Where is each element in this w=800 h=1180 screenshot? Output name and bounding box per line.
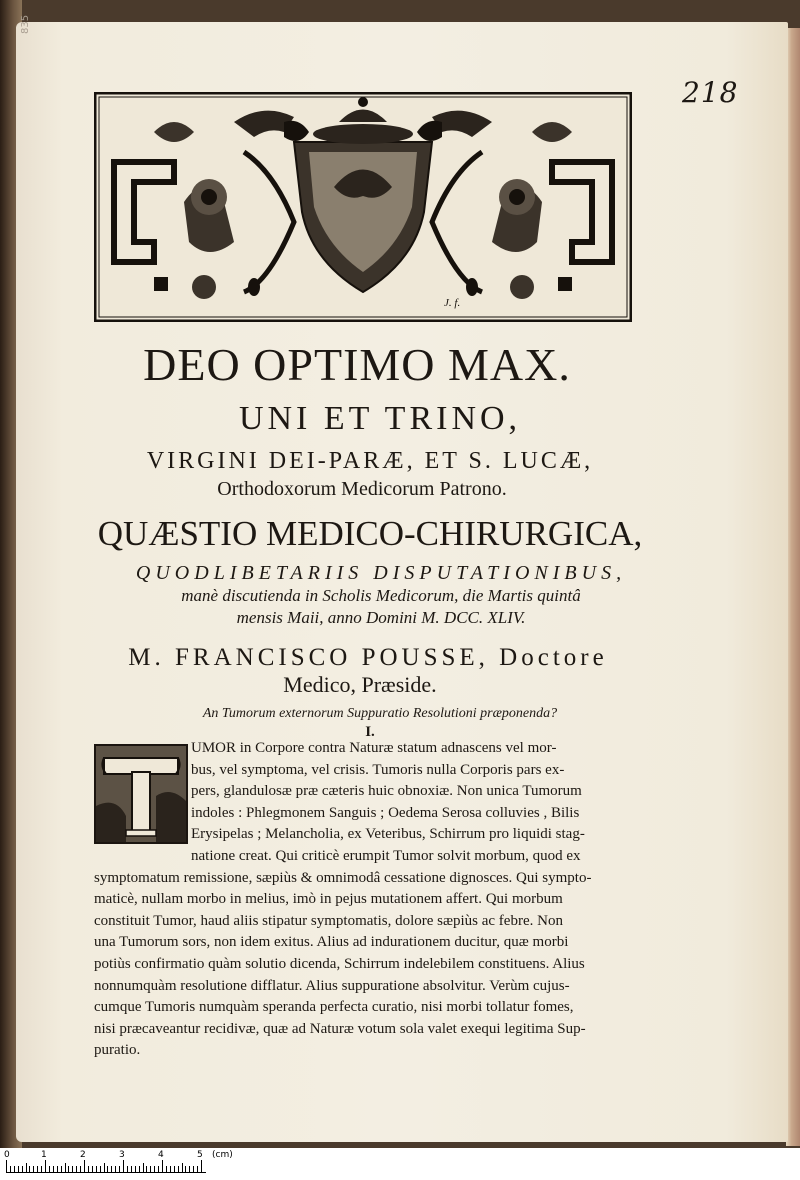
ruler-tick [45,1160,46,1172]
ruler-tick [131,1166,132,1172]
ruler-tick [57,1166,58,1172]
disputation-date-line-2: mensis Maii, anno Domini M. DCC. XLIV. [236,608,526,627]
ruler-tick [37,1166,38,1172]
ruler-label: 2 [80,1150,86,1160]
ruler-tick [135,1166,136,1172]
ruler-tick [146,1166,147,1172]
ruler-tick [170,1166,171,1172]
ruler-tick [119,1166,120,1172]
ruler-label: 0 [4,1150,10,1160]
ruler-tick [162,1160,163,1172]
ruler-tick [68,1166,69,1172]
paragraph-line: pers, glandulosæ præ cæteris huic obnoxiæ. Non unica Tumorum [191,783,582,800]
ruler-tick [33,1166,34,1172]
paragraph-line: cumque Tumoris numquàm speranda perfecta curatio, nisi morbi tollatur fomes, [94,999,574,1016]
dedication-line-1: DEO OPTIMO MAX. [143,339,571,390]
ruler-tick [26,1163,27,1172]
dedication-line-2: UNI ET TRINO, [238,400,522,437]
praeses-line-2: Medico, Præside. [283,672,437,697]
paragraph-line: indoles : Phlegmonem Sanguis ; Oedema Serosa colluvies , Bilis [191,804,580,821]
ruler-tick [189,1166,190,1172]
ruler-tick [193,1166,194,1172]
paragraph-line: potiùs confirmatio quàm solutio dicenda, Schirrum indelebilem constituens. Alius [94,955,585,972]
ruler-tick [14,1166,15,1172]
ruler-tick [53,1166,54,1172]
thesis-question: An Tumorum externorum Suppuratio Resolutioni præponenda? [202,706,558,721]
ruler-tick [96,1166,97,1172]
paragraph-line: nisi præcaveantur recidivæ, quæ ad Naturæ votum sola valet exequi legitima Sup- [94,1020,586,1037]
disputation-date-line-1: manè discutienda in Scholis Medicorum, die Martis quintâ [181,586,581,605]
ruler-tick [107,1166,108,1172]
ruler-tick [111,1166,112,1172]
ruler-label: 4 [158,1150,164,1160]
disputation-heading: QUODLIBETARIIS DISPUTATIONIBUS, [135,562,627,584]
ruler-tick [115,1166,116,1172]
paragraph-line: puratio. [94,1042,141,1059]
handwritten-folio-number: 218 [682,76,739,109]
ruler-label: 3 [119,1150,125,1160]
ruler-tick [178,1166,179,1172]
ruler-tick [72,1166,73,1172]
ruler-tick [84,1160,85,1172]
paragraph-line: UMOR in Corpore contra Naturæ statum adnascens vel mor- [191,740,557,756]
library-mark: 835 [20,14,31,34]
ruler-tick [185,1166,186,1172]
paragraph-line: symptomatum remissione, sæpiùs & omnimodâ cessatione dignosces. Qui sympto- [94,869,592,886]
ruler-tick [100,1166,101,1172]
ruler-tick [29,1166,30,1172]
ruler-tick [92,1166,93,1172]
ruler-tick [6,1160,7,1172]
ruler-tick [104,1163,105,1172]
praeses-line-1: M. FRANCISCO POUSSE, Doctore [128,644,608,671]
woodcut-headpiece [94,92,632,322]
svg-text:J. f.: J. f. [444,297,461,309]
ruler-tick [174,1166,175,1172]
ruler-tick [10,1166,11,1172]
ruler-tick [182,1163,183,1172]
ruler-tick [88,1166,89,1172]
paragraph-line: Erysipelas ; Melancholia, ex Veteribus, Schirrum pro liquidi stag- [191,826,585,843]
ruler-label: 1 [41,1150,47,1160]
ruler-tick [127,1166,128,1172]
ruler-tick [154,1166,155,1172]
paragraph-line: una Tumorum sors, non idem exitus. Alius ad indurationem ducitur, quæ morbi [94,934,569,951]
section-number: I. [365,724,375,740]
paragraph-line: maticè, nullam morbo in melius, imò in pejus mutationem affert. Qui morbum [94,891,563,908]
dedication-line-4: Orthodoxorum Medicorum Patrono. [217,478,507,500]
paragraph-line: bus, vel symptoma, vel crisis. Tumoris nulla Corporis pars ex- [191,761,565,778]
ruler-unit-label: (cm) [212,1150,233,1160]
dedication-line-3: VIRGINI DEI-PARÆ, ET S. LUCÆ, [146,448,594,474]
ruler-tick [80,1166,81,1172]
ruler-tick [201,1160,202,1172]
ruler-tick [139,1166,140,1172]
ruler-label: 5 [197,1150,203,1160]
page-edges-right [786,28,800,1146]
ruler-tick [41,1166,42,1172]
ruler-tick [22,1166,23,1172]
scale-ruler [0,1148,800,1180]
ruler-baseline [6,1172,206,1173]
ruler-tick [197,1166,198,1172]
ruler-tick [123,1160,124,1172]
thesis-title: QUÆSTIO MEDICO-CHIRURGICA, [97,514,643,553]
ruler-tick [150,1166,151,1172]
paragraph-line: nonnumquàm resolutione difflatur. Alius suppuratione absolvitur. Verùm cujus- [94,977,570,994]
ruler-tick [65,1163,66,1172]
ruler-tick [49,1166,50,1172]
section-paragraph [94,738,654,1062]
ruler-tick [76,1166,77,1172]
ruler-tick [166,1166,167,1172]
paragraph-line: constituit Tumor, haud aliis stipatur symptomatis, dolore sæpiùs ac febre. Non [94,912,563,929]
ruler-tick [158,1166,159,1172]
ruler-tick [143,1163,144,1172]
ruler-tick [18,1166,19,1172]
ruler-tick [61,1166,62,1172]
paragraph-line: natione creat. Qui criticè erumpit Tumor solvit morbum, quod ex [191,847,581,864]
